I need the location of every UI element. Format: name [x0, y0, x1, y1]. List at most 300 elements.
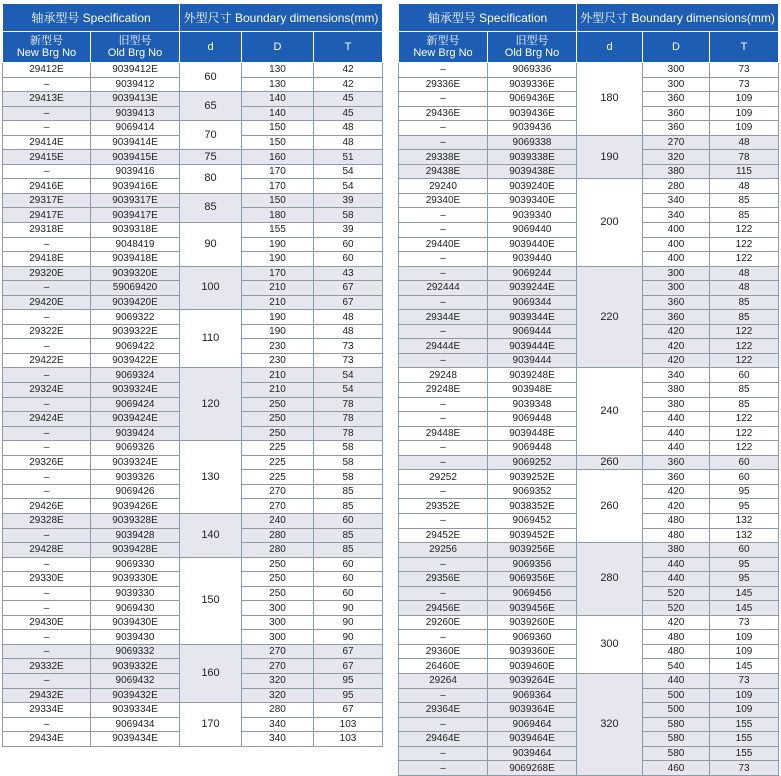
new-brg-no-cell: 29320E	[3, 266, 91, 281]
boundary-dimensions-header: 外型尺寸 Boundary dimensions(mm)	[577, 4, 779, 32]
bore-d-cell: 130	[180, 441, 242, 514]
table-row	[3, 92, 383, 107]
t-cell: 48	[314, 135, 383, 150]
old-brg-no-cell: 9069326	[91, 441, 180, 456]
t-cell: 54	[314, 164, 383, 179]
t-cell: 85	[710, 193, 779, 208]
outer-d-cell: 360	[643, 470, 710, 485]
new-brg-no-cell: 29317E	[3, 193, 91, 208]
t-cell: 122	[710, 441, 779, 456]
t-cell: 122	[710, 353, 779, 368]
new-brg-no-cell: –	[399, 208, 488, 223]
old-brg-no-cell: 9039422E	[91, 353, 180, 368]
t-cell: 95	[710, 572, 779, 587]
old-brg-no-cell: 9069360	[488, 630, 577, 645]
new-brg-no-cell: –	[399, 586, 488, 601]
bore-d-cell: 150	[180, 557, 242, 644]
new-brg-no-cell: –	[399, 397, 488, 412]
t-cell: 122	[710, 412, 779, 427]
new-brg-no-cell: 29338E	[399, 150, 488, 165]
t-cell: 122	[710, 426, 779, 441]
t-cell: 85	[710, 397, 779, 412]
outer-d-cell: 320	[242, 673, 314, 688]
bore-d-cell: 240	[577, 368, 643, 455]
old-brg-no-cell: 9039438E	[488, 164, 577, 179]
outer-d-cell: 225	[242, 470, 314, 485]
table-row	[3, 63, 383, 78]
table-row	[3, 644, 383, 659]
old-brg-no-cell: 9069432	[91, 673, 180, 688]
old-brg-no-cell: 9069344	[488, 295, 577, 310]
t-cell: 73	[710, 673, 779, 688]
new-brg-no-cell: 29428E	[3, 543, 91, 558]
table-row	[399, 615, 779, 630]
outer-d-cell: 210	[242, 368, 314, 383]
t-cell: 60	[710, 543, 779, 558]
t-cell: 60	[314, 572, 383, 587]
t-cell: 103	[314, 732, 383, 747]
t-cell: 67	[314, 659, 383, 674]
bore-d-cell: 200	[577, 179, 643, 266]
outer-d-cell: 280	[242, 528, 314, 543]
t-cell: 78	[710, 150, 779, 165]
old-brg-no-cell: 9039412	[91, 77, 180, 92]
new-brg-no-cell: 29438E	[399, 164, 488, 179]
table-row	[3, 193, 383, 208]
old-brg-no-cell: 9069356	[488, 557, 577, 572]
t-cell: 54	[314, 179, 383, 194]
left-spec-table-panel	[2, 3, 382, 747]
outer-d-cell: 480	[643, 630, 710, 645]
outer-d-cell: 380	[643, 397, 710, 412]
boundary-dimensions-header: 外型尺寸 Boundary dimensions(mm)	[180, 4, 383, 32]
old-brg-no-cell: 9039426E	[91, 499, 180, 514]
new-brg-no-cell: 29256	[399, 543, 488, 558]
new-brg-no-cell: 29412E	[3, 63, 91, 78]
new-brg-no-cell: –	[399, 223, 488, 238]
outer-d-cell: 150	[242, 193, 314, 208]
old-brg-no-cell: 9069336	[488, 63, 577, 78]
outer-d-cell: 380	[643, 383, 710, 398]
old-brg-no-cell: 9039336E	[488, 77, 577, 92]
new-brg-no-cell: –	[399, 746, 488, 761]
new-brg-no-cell: –	[399, 412, 488, 427]
outer-d-cell: 440	[643, 412, 710, 427]
outer-d-cell: 360	[643, 92, 710, 107]
outer-d-cell: 170	[242, 266, 314, 281]
right-spec-table	[398, 3, 779, 776]
old-brg-no-cell: 9039428E	[91, 543, 180, 558]
new-brg-no-cell: 29344E	[399, 310, 488, 325]
bore-d-cell: 70	[180, 121, 242, 150]
table-row	[3, 310, 383, 325]
new-brg-no-cell: –	[3, 673, 91, 688]
outer-d-cell: 360	[643, 310, 710, 325]
bore-d-cell: 65	[180, 92, 242, 121]
new-brg-no-cell: 29444E	[399, 339, 488, 354]
old-brg-no-cell: 9039436E	[488, 106, 577, 121]
outer-d-cell: 340	[643, 193, 710, 208]
t-cell: 95	[314, 688, 383, 703]
new-brg-no-cell: –	[3, 281, 91, 296]
t-cell: 155	[710, 746, 779, 761]
new-brg-no-cell: 29364E	[399, 703, 488, 718]
t-cell: 58	[314, 208, 383, 223]
outer-d-cell: 500	[643, 703, 710, 718]
new-brg-no-cell: 29328E	[3, 513, 91, 528]
outer-d-cell: 270	[643, 135, 710, 150]
new-brg-no-cell: 29432E	[3, 688, 91, 703]
new-brg-no-cell: 29360E	[399, 644, 488, 659]
t-cell: 60	[314, 586, 383, 601]
table-row	[399, 543, 779, 558]
new-brg-no-cell: –	[3, 441, 91, 456]
t-cell: 90	[314, 630, 383, 645]
t-cell: 60	[710, 368, 779, 383]
outer-d-cell: 480	[643, 513, 710, 528]
bore-d-cell: 170	[180, 703, 242, 747]
new-brg-no-cell: 29248E	[399, 383, 488, 398]
t-cell: 78	[314, 397, 383, 412]
old-brg-no-cell: 9039430E	[91, 615, 180, 630]
new-brg-no-cell: –	[3, 484, 91, 499]
old-brg-no-cell: 9069422	[91, 339, 180, 354]
old-brg-no-cell: 9039424	[91, 426, 180, 441]
table-row	[399, 135, 779, 150]
old-brg-no-cell: 9069436E	[488, 92, 577, 107]
bore-d-cell: 85	[180, 193, 242, 222]
old-brg-no-cell: 9069444	[488, 324, 577, 339]
old-brg-no-cell: 9048419	[91, 237, 180, 252]
spec-header: 轴承型号 Specification	[3, 4, 180, 32]
new-brg-no-cell: 29252	[399, 470, 488, 485]
outer-d-cell: 360	[643, 455, 710, 470]
outer-d-cell: 270	[242, 499, 314, 514]
new-brg-no-cell: –	[399, 92, 488, 107]
t-cell: 132	[710, 528, 779, 543]
new-brg-no-cell: 29418E	[3, 252, 91, 267]
new-brg-no-header: 新型号 New Brg No	[399, 32, 488, 63]
t-cell: 122	[710, 324, 779, 339]
outer-d-cell: 250	[242, 426, 314, 441]
outer-d-cell: 280	[242, 543, 314, 558]
outer-d-cell: 400	[643, 252, 710, 267]
bore-d-cell: 320	[577, 673, 643, 775]
new-brg-no-cell: 29456E	[399, 601, 488, 616]
t-cell: 155	[710, 732, 779, 747]
outer-d-cell: 250	[242, 397, 314, 412]
outer-d-cell: 270	[242, 659, 314, 674]
old-brg-no-cell: 9069322	[91, 310, 180, 325]
outer-d-cell: 250	[242, 572, 314, 587]
old-brg-no-cell: 9069434	[91, 717, 180, 732]
old-brg-no-cell: 9039318E	[91, 223, 180, 238]
old-brg-no-cell: 9039320E	[91, 266, 180, 281]
old-brg-no-cell: 9039240E	[488, 179, 577, 194]
outer-d-cell: 520	[643, 601, 710, 616]
old-brg-no-cell: 9039413	[91, 106, 180, 121]
outer-d-cell: 270	[242, 484, 314, 499]
t-cell: 85	[314, 499, 383, 514]
new-brg-no-cell: –	[3, 237, 91, 252]
old-brg-no-cell: 9039344E	[488, 310, 577, 325]
old-brg-no-cell: 9039330E	[91, 572, 180, 587]
t-cell: 73	[314, 353, 383, 368]
outer-d-header: D	[643, 32, 710, 63]
spec-header: 轴承型号 Specification	[399, 4, 577, 32]
old-brg-no-cell: 9069464	[488, 717, 577, 732]
outer-d-cell: 300	[643, 266, 710, 281]
t-cell: 48	[710, 266, 779, 281]
new-brg-no-cell: 26460E	[399, 659, 488, 674]
t-cell: 95	[710, 499, 779, 514]
t-cell: 78	[314, 426, 383, 441]
outer-d-cell: 440	[643, 441, 710, 456]
outer-d-cell: 400	[643, 223, 710, 238]
new-brg-no-cell: 29440E	[399, 237, 488, 252]
new-brg-no-cell: 29424E	[3, 412, 91, 427]
bore-d-cell: 90	[180, 223, 242, 267]
t-cell: 48	[314, 324, 383, 339]
new-brg-no-cell: –	[3, 644, 91, 659]
new-brg-no-cell: 29422E	[3, 353, 91, 368]
new-brg-no-cell: 29334E	[3, 703, 91, 718]
t-cell: 58	[314, 455, 383, 470]
old-brg-no-cell: 9069244	[488, 266, 577, 281]
bore-d-cell: 280	[577, 543, 643, 616]
table-row	[3, 266, 383, 281]
old-brg-no-cell: 9039432E	[91, 688, 180, 703]
old-brg-no-cell: 9039324E	[91, 383, 180, 398]
old-brg-no-cell: 9039456E	[488, 601, 577, 616]
outer-d-cell: 155	[242, 223, 314, 238]
t-cell: 48	[314, 310, 383, 325]
old-brg-no-cell: 9039464	[488, 746, 577, 761]
new-brg-no-cell: –	[399, 63, 488, 78]
bore-d-cell: 100	[180, 266, 242, 310]
new-brg-no-cell: –	[399, 455, 488, 470]
outer-d-cell: 160	[242, 150, 314, 165]
t-cell: 58	[314, 470, 383, 485]
outer-d-cell: 440	[643, 572, 710, 587]
old-brg-no-cell: 9039252E	[488, 470, 577, 485]
new-brg-no-cell: 29248	[399, 368, 488, 383]
t-cell: 109	[710, 703, 779, 718]
old-brg-no-cell: 9038352E	[488, 499, 577, 514]
new-brg-no-cell: 29318E	[3, 223, 91, 238]
t-cell: 109	[710, 688, 779, 703]
outer-d-cell: 500	[643, 688, 710, 703]
outer-d-cell: 420	[643, 499, 710, 514]
old-brg-no-cell: 9069324	[91, 368, 180, 383]
outer-d-cell: 300	[242, 601, 314, 616]
outer-d-cell: 240	[242, 513, 314, 528]
outer-d-cell: 320	[242, 688, 314, 703]
t-cell: 39	[314, 223, 383, 238]
new-brg-no-cell: 29464E	[399, 732, 488, 747]
new-brg-no-cell: –	[3, 470, 91, 485]
new-brg-no-cell: 29417E	[3, 208, 91, 223]
t-cell: 60	[710, 455, 779, 470]
table-row	[3, 164, 383, 179]
new-brg-no-cell: 29332E	[3, 659, 91, 674]
new-brg-no-cell: –	[3, 121, 91, 136]
old-brg-no-cell: 9039428	[91, 528, 180, 543]
outer-d-cell: 230	[242, 353, 314, 368]
table-row	[399, 179, 779, 194]
outer-d-cell: 420	[643, 324, 710, 339]
outer-d-cell: 190	[242, 324, 314, 339]
outer-d-cell: 340	[242, 717, 314, 732]
outer-d-cell: 380	[643, 164, 710, 179]
t-cell: 122	[710, 252, 779, 267]
outer-d-cell: 360	[643, 121, 710, 136]
outer-d-cell: 340	[242, 732, 314, 747]
outer-d-cell: 170	[242, 164, 314, 179]
new-brg-no-cell: 29434E	[3, 732, 91, 747]
old-brg-no-cell: 9039434E	[91, 732, 180, 747]
new-brg-no-cell: 29352E	[399, 499, 488, 514]
old-brg-no-cell: 9039417E	[91, 208, 180, 223]
old-brg-no-cell: 9039332E	[91, 659, 180, 674]
outer-d-cell: 440	[643, 557, 710, 572]
t-cell: 109	[710, 630, 779, 645]
t-header: T	[314, 32, 383, 63]
t-cell: 85	[314, 543, 383, 558]
t-cell: 60	[314, 237, 383, 252]
t-cell: 39	[314, 193, 383, 208]
t-cell: 48	[710, 281, 779, 296]
t-cell: 54	[314, 383, 383, 398]
outer-d-cell: 340	[643, 368, 710, 383]
new-brg-no-cell: –	[3, 630, 91, 645]
old-brg-no-cell: 9039440E	[488, 237, 577, 252]
old-brg-no-cell: 9039328E	[91, 513, 180, 528]
outer-d-cell: 300	[242, 630, 314, 645]
t-cell: 95	[710, 557, 779, 572]
new-brg-no-cell: 29413E	[3, 92, 91, 107]
outer-d-cell: 130	[242, 77, 314, 92]
t-cell: 85	[710, 295, 779, 310]
outer-d-cell: 225	[242, 441, 314, 456]
t-cell: 132	[710, 513, 779, 528]
new-brg-no-cell: 29356E	[399, 572, 488, 587]
outer-d-cell: 210	[242, 383, 314, 398]
outer-d-cell: 360	[643, 295, 710, 310]
d-header: d	[180, 32, 242, 63]
t-cell: 73	[710, 761, 779, 776]
new-brg-no-cell: 29415E	[3, 150, 91, 165]
t-cell: 42	[314, 63, 383, 78]
outer-d-cell: 520	[643, 586, 710, 601]
t-cell: 48	[314, 121, 383, 136]
outer-d-cell: 225	[242, 455, 314, 470]
t-cell: 54	[314, 368, 383, 383]
t-cell: 73	[710, 77, 779, 92]
outer-d-cell: 250	[242, 586, 314, 601]
new-brg-no-cell: 29420E	[3, 295, 91, 310]
outer-d-cell: 480	[643, 528, 710, 543]
old-brg-no-cell: 9039440	[488, 252, 577, 267]
new-brg-no-cell: 29340E	[399, 193, 488, 208]
new-brg-no-cell: –	[3, 397, 91, 412]
new-brg-no-cell: –	[399, 353, 488, 368]
outer-d-cell: 420	[643, 353, 710, 368]
table-row	[3, 223, 383, 238]
old-brg-no-cell: 9039322E	[91, 324, 180, 339]
new-brg-no-cell: –	[399, 121, 488, 136]
bore-d-cell: 180	[577, 63, 643, 136]
t-cell: 90	[314, 601, 383, 616]
new-brg-no-cell: –	[3, 426, 91, 441]
old-brg-no-cell: 9069452	[488, 513, 577, 528]
t-cell: 109	[710, 644, 779, 659]
new-brg-no-cell: –	[399, 266, 488, 281]
old-brg-no-cell: 9039444	[488, 353, 577, 368]
old-brg-no-cell: 9069440	[488, 223, 577, 238]
old-brg-no-cell: 9039464E	[488, 732, 577, 747]
old-brg-no-cell: 9069448	[488, 441, 577, 456]
new-brg-no-cell: 29448E	[399, 426, 488, 441]
new-brg-no-cell: 29260E	[399, 615, 488, 630]
outer-d-cell: 140	[242, 92, 314, 107]
outer-d-cell: 420	[643, 615, 710, 630]
old-brg-no-cell: 9039317E	[91, 193, 180, 208]
new-brg-no-cell: –	[3, 77, 91, 92]
new-brg-no-cell: –	[3, 717, 91, 732]
table-row	[3, 441, 383, 456]
old-brg-no-cell: 9069426	[91, 484, 180, 499]
t-cell: 78	[314, 412, 383, 427]
old-brg-no-cell: 9039415E	[91, 150, 180, 165]
old-brg-no-cell: 59069420	[91, 281, 180, 296]
new-brg-no-cell: –	[3, 106, 91, 121]
t-cell: 58	[314, 441, 383, 456]
t-cell: 45	[314, 106, 383, 121]
table-row	[3, 513, 383, 528]
old-brg-no-cell: 9069332	[91, 644, 180, 659]
new-brg-no-cell: 29240	[399, 179, 488, 194]
t-cell: 73	[710, 63, 779, 78]
t-cell: 95	[314, 673, 383, 688]
bore-d-cell: 75	[180, 150, 242, 165]
t-cell: 85	[314, 484, 383, 499]
outer-d-cell: 580	[643, 732, 710, 747]
new-brg-no-cell: –	[399, 252, 488, 267]
old-brg-no-cell: 9069364	[488, 688, 577, 703]
old-brg-no-cell: 9039412E	[91, 63, 180, 78]
old-brg-no-cell: 9039436	[488, 121, 577, 136]
t-cell: 60	[710, 470, 779, 485]
old-brg-no-cell: 9069430	[91, 601, 180, 616]
t-cell: 109	[710, 106, 779, 121]
new-brg-no-cell: –	[399, 295, 488, 310]
new-brg-no-cell: 29426E	[3, 499, 91, 514]
outer-d-cell: 280	[643, 179, 710, 194]
outer-d-cell: 300	[242, 615, 314, 630]
outer-d-cell: 440	[643, 426, 710, 441]
t-cell: 60	[314, 252, 383, 267]
outer-d-cell: 210	[242, 295, 314, 310]
t-cell: 85	[710, 383, 779, 398]
t-cell: 95	[710, 484, 779, 499]
new-brg-no-cell: –	[3, 601, 91, 616]
old-brg-no-header: 旧型号 Old Brg No	[91, 32, 180, 63]
new-brg-no-cell: –	[399, 688, 488, 703]
table-row	[3, 121, 383, 136]
new-brg-no-cell: 29322E	[3, 324, 91, 339]
t-cell: 67	[314, 703, 383, 718]
